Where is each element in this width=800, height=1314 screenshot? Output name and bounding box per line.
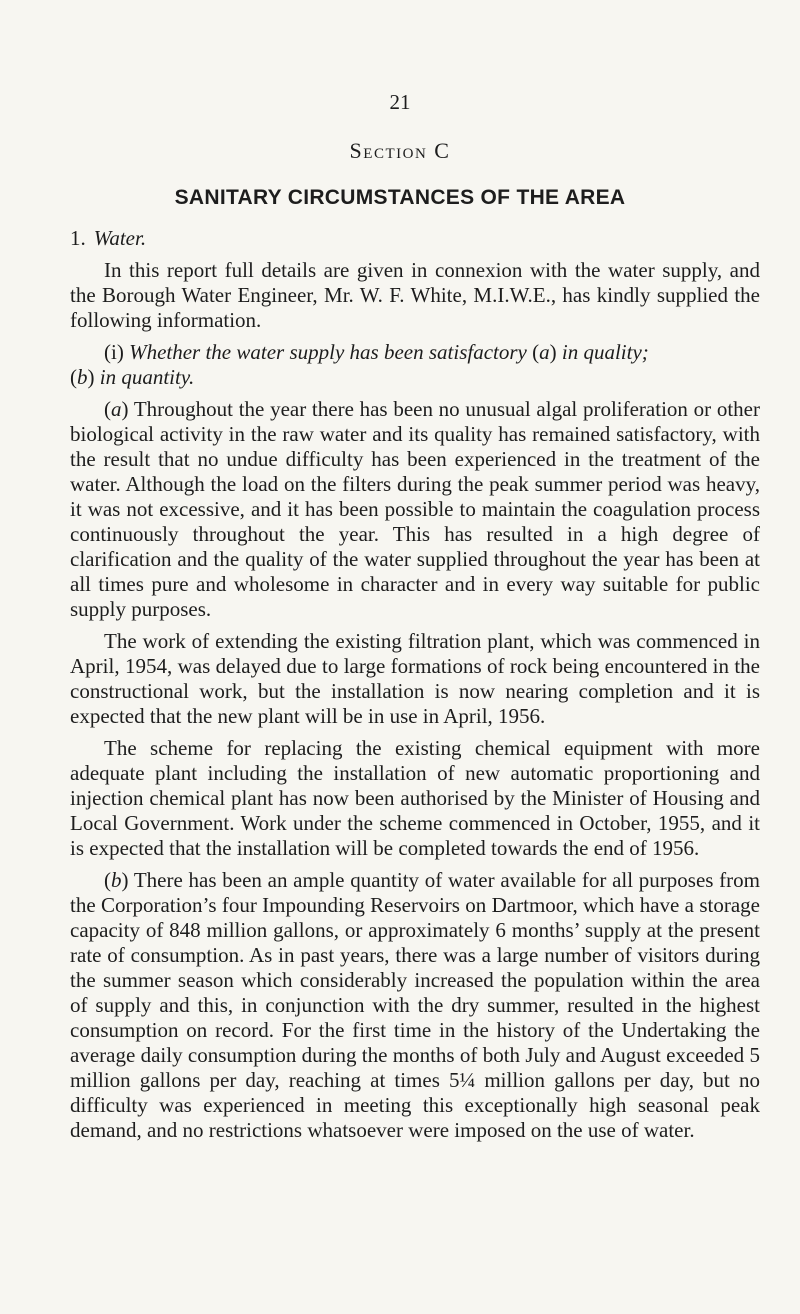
para-b-fraction: 5¼ (448, 1068, 476, 1092)
question-b-open: ( (70, 365, 77, 389)
water-subheading (70, 226, 760, 251)
question-text-1: Whether the water supply has been satisfactory (129, 340, 533, 364)
body-text (70, 226, 760, 1150)
para-a-text: Throughout the year there has been no unusual algal proliferation or other biological activity in the raw water and its quality has remained satisfactory, with the result that no undue difficulty has been experienced in the treatment of the water. Although the load on the filters during the peak summer period was heavy, it was not excessive, and it has been possible to maintain the coagulation process continuously throughout the year. This has resulted in a high degree of clarification and the quality of the water supplied throughout the year has been at all times pure and wholesome in character and in every way suitable for public supply purposes. (70, 397, 760, 621)
para-b-text-2: million gallons per day, but no difficulty was experienced in meeting this exceptionally high seasonal peak demand, and no restrictions whatsoever were imposed on the use of water. (70, 1068, 760, 1142)
para-b-text-1: There has been an ample quantity of water available for all purposes from the Corporation’s four Impounding Reservoirs on Dartmoor, which have a storage capacity of 848 million gallons, or approximately 6 months’ supply at the present rate of consumption. As in past years, there was a large number of visitors during the summer season which considerably increased the population within the area of supply and this, in conjunction with the dry summer, resulted in the highest consumption on record. For the first time in the history of the Undertaking the average daily consumption during the months of both July and August exceeded 5 million gallons per day, reaching at times (70, 868, 760, 1092)
para-a-letter: a (111, 397, 122, 421)
question-text-2: in quality; (556, 340, 649, 364)
quantity-paragraph (70, 868, 760, 1143)
para-a-close: ) (121, 397, 129, 421)
para-b-letter: b (111, 868, 122, 892)
question-a-open: ( (532, 340, 540, 364)
subheading-number: 1. (70, 226, 86, 250)
subheading-title: Water. (93, 226, 147, 250)
question-b-letter: b (77, 365, 88, 389)
para-a-open: ( (104, 397, 111, 421)
question-prefix: (i) (104, 340, 130, 364)
section-label: Section C (349, 138, 451, 163)
chemical-paragraph: The scheme for replacing the existing chemical equipment with more adequate plant including the installation of new automatic proportioning and injection chemical plant has now been authorised by the Minister of Housing and Local Government. Work under the scheme commenced in October, 1955, and it is expected that the installation will be completed towards the end of 1956. (70, 736, 760, 860)
question-a-letter: a (539, 340, 550, 364)
question-text-3: in quantity. (94, 365, 195, 389)
intro-paragraph: In this report full details are given in connexion with the water supply, and the Borough Water Engineer, Mr. W. F. White, M.I.W.E., has kindly supplied the following information. (70, 258, 760, 332)
page-number: 21 (389, 90, 411, 114)
quality-paragraph (70, 397, 760, 622)
filtration-paragraph: The work of extending the existing filtration plant, which was commenced in April, 1954, was delayed due to large formations of rock being encountered in the constructional work, but the installation is now nearing completion and it is expected that the new plant will be in use in April, 1956. (70, 629, 760, 728)
question-a-close: ) (549, 340, 557, 364)
para-b-open: ( (104, 868, 111, 892)
question-paragraph (70, 340, 760, 390)
para-b-close: ) (121, 868, 129, 892)
main-heading: SANITARY CIRCUMSTANCES OF THE AREA (174, 186, 626, 209)
question-b-close: ) (87, 365, 95, 389)
